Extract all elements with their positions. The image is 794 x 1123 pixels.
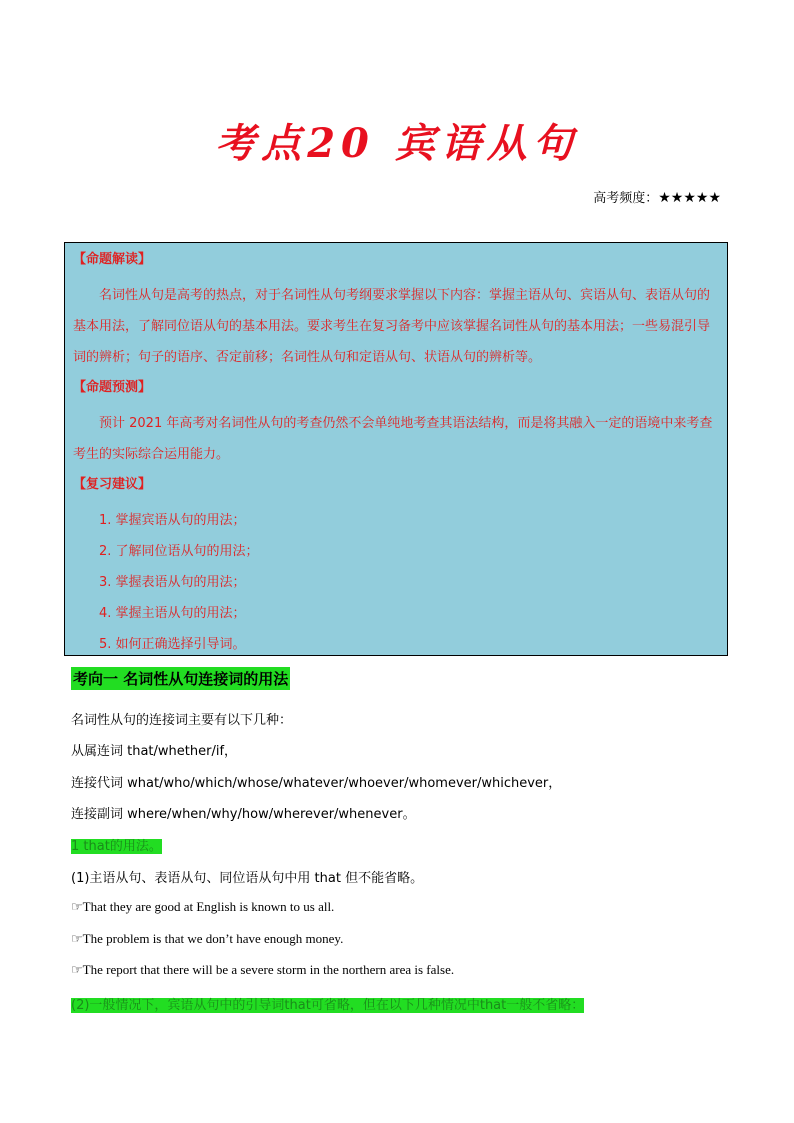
review-item: 1. 掌握宾语从句的用法； [99, 513, 246, 528]
prediction-text: 预计 2021 年高考对名词性从句的考查仍然不会单纯地考查其语法结构，而是将其融入一定的语境中来考查考生的实际综合运用能力。 [73, 416, 713, 462]
highlight-text: that [479, 998, 507, 1013]
text-line: 连接副词 where/when/why/how/wherever/whenever。 [71, 807, 416, 822]
review-item: 5. 如何正确选择引导词。 [99, 637, 246, 652]
star-rating-icon: ★★★★★ [658, 190, 721, 206]
highlight-text: 1 that [71, 839, 110, 854]
section-head-interpretation: 【命题解读】 [73, 252, 152, 267]
frequency-rating [593, 187, 721, 206]
example-sentence: ☞That they are good at English is known to us all. [71, 899, 335, 914]
review-item: 3. 掌握表语从句的用法； [99, 575, 246, 590]
rule-text-highlighted [71, 994, 584, 1013]
highlight-text: 一般不省略： [506, 998, 585, 1013]
example-sentence: ☞The problem is that we don’t have enough money. [71, 931, 344, 946]
highlight-text: that [284, 998, 311, 1013]
highlight-text: 的用法。 [109, 839, 162, 854]
section-head-review-advice: 【复习建议】 [73, 477, 152, 492]
text-line: 名词性从句的连接词主要有以下几种： [71, 713, 293, 728]
frequency-label: 高考频度： [593, 191, 659, 206]
review-item: 4. 掌握主语从句的用法； [99, 606, 246, 621]
info-box [64, 242, 728, 656]
example-sentence: ☞The report that there will be a severe storm in the northern area is false. [71, 962, 455, 977]
section-head-prediction: 【命题预测】 [73, 380, 152, 395]
section-heading: 考向一 名词性从句连接词的用法 [71, 667, 290, 690]
review-item: 2. 了解同位语从句的用法； [99, 544, 259, 559]
subheading-that-usage [71, 835, 162, 854]
highlight-text: 可省略，但在以下几种情况中 [310, 998, 480, 1013]
highlight-text: (2)一般情况下，宾语从句中的引导词 [71, 998, 285, 1013]
interpretation-text: 名词性从句是高考的热点，对于名词性从句考纲要求掌握以下内容：掌握主语从句、宾语从句、表语从句的基本用法，了解同位语从句的基本用法。要求考生在复习备考中应该掌握名词性从句的基本用法；一些易混引导词的辨析；句子的语序、否定前移；名词性从句和定语从句、状语从句的辨析等。 [73, 288, 711, 365]
page-title: 考点20 宾语从句 [215, 120, 579, 167]
text-line: 从属连词 that/whether/if， [71, 744, 238, 759]
text-line: 连接代词 what/who/which/whose/whatever/whoever/whomever/whichever， [71, 776, 562, 791]
rule-text: (1)主语从句、表语从句、同位语从句中用 that 但不能省略。 [71, 871, 424, 886]
